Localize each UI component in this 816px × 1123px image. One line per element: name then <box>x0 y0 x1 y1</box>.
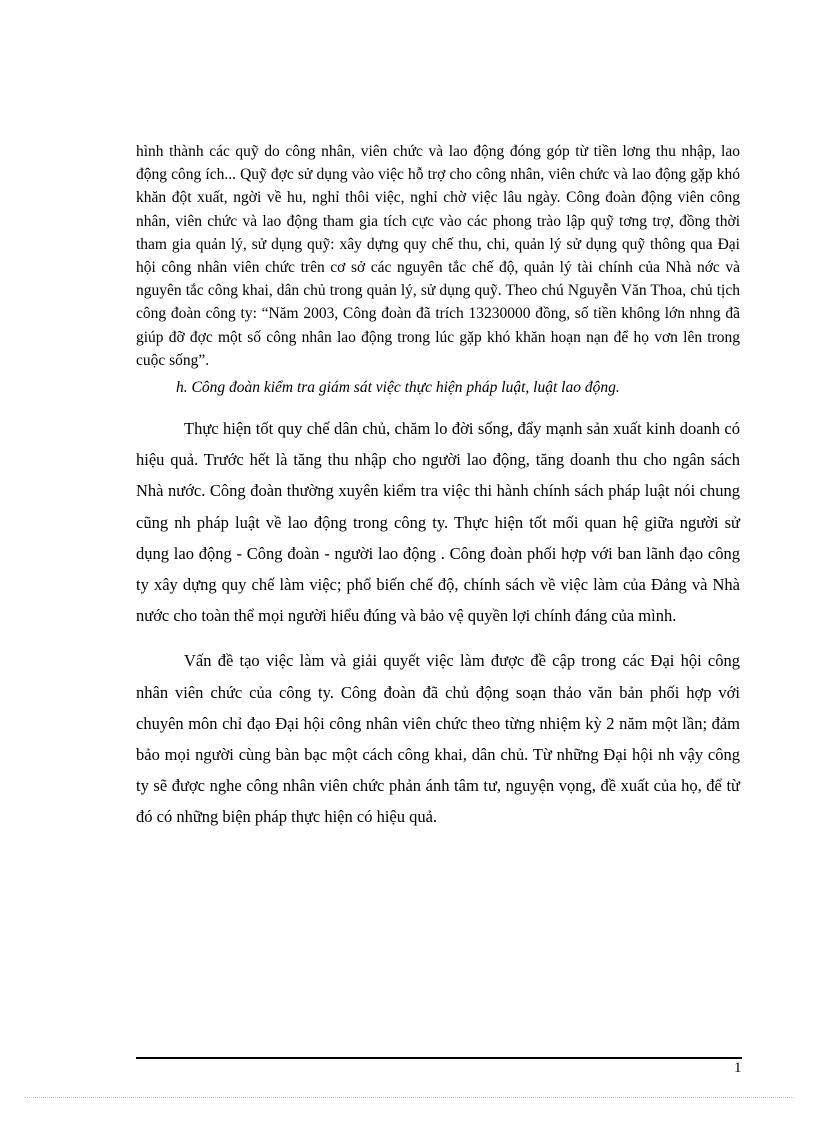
section-heading: h. Công đoàn kiểm tra giám sát việc thực hiện pháp luật, luật lao động. <box>176 379 620 397</box>
body-paragraph-3: Vấn đề tạo việc làm và giải quyết việc làm được đề cập trong các Đại hội công nhân viên chức của công ty. Công đoàn đã chủ động soạn thảo văn bản phối hợp với chuyên môn chỉ đạo Đại hội công nhân viên chức theo từng nhiệm kỳ 2 năm một lần; đảm bảo mọi người cùng bàn bạc một cách công khai, dân chủ. Từ những Đại hội nh vậy công ty sẽ được nghe công nhân viên chức phản ánh tâm tư, nguyện vọng, đề xuất của họ, để từ đó có những biện pháp thực hiện có hiệu quả. <box>136 651 740 827</box>
document-body <box>136 140 740 833</box>
footer-divider <box>136 1057 742 1059</box>
body-paragraph-2: Thực hiện tốt quy chế dân chủ, chăm lo đời sống, đẩy mạnh sản xuất kinh doanh có hiệu quả. Trước hết là tăng thu nhập cho người lao động, tăng doanh thu cho ngân sách Nhà nước. Công đoàn thường xuyên kiểm tra việc thi hành chính sách pháp luật nói chung cũng nh pháp luật về lao động trong công ty. Thực hiện tốt mối quan hệ giữa người sử dụng lao động - Công đoàn - người lao động . Công đoàn phối hợp với ban lãnh đạo công ty xây dựng quy chế làm việc; phổ biến chế độ, chính sách về việc làm của Đảng và Nhà nước cho toàn thể mọi người hiểu đúng và bảo vệ quyền lợi chính đáng của mình. <box>136 419 740 626</box>
page-bottom-edge <box>24 1097 794 1098</box>
page-number: 1 <box>734 1060 742 1076</box>
body-paragraph-1: hình thành các quỹ do công nhân, viên chức và lao động đóng góp từ tiền lơng thu nhập, lao động công ích... Quỹ đợc sử dụng vào việc hỗ trợ cho công nhân, viên chức và lao động gặp khó khăn đột xuất, ngời về hu, nghỉ thôi việc, nghỉ chờ việc lâu ngày. Công đoàn động viên công nhân, viên chức và lao động tham gia tích cực vào các phong trào lập quỹ tơng trợ, đồng thời tham gia quản lý, sử dụng quỹ: xây dựng quy chế thu, chi, quản lý sử dụng quỹ thông qua Đại hội công nhân viên chức trên cơ sở các nguyên tắc chế độ, quản lý tài chính của Nhà nớc và nguyên tắc công khai, dân chủ trong quản lý, sử dụng quỹ. Theo chú Nguyễn Văn Thoa, chủ tịch công đoàn công ty: “Năm 2003, Công đoàn đã trích 13230000 đồng, số tiền không lớn nhng đã giúp đỡ đợc một số công nhân lao động trong lúc gặp khó khăn hoạn nạn để họ vơn lên trong cuộc sống”. <box>136 143 740 369</box>
